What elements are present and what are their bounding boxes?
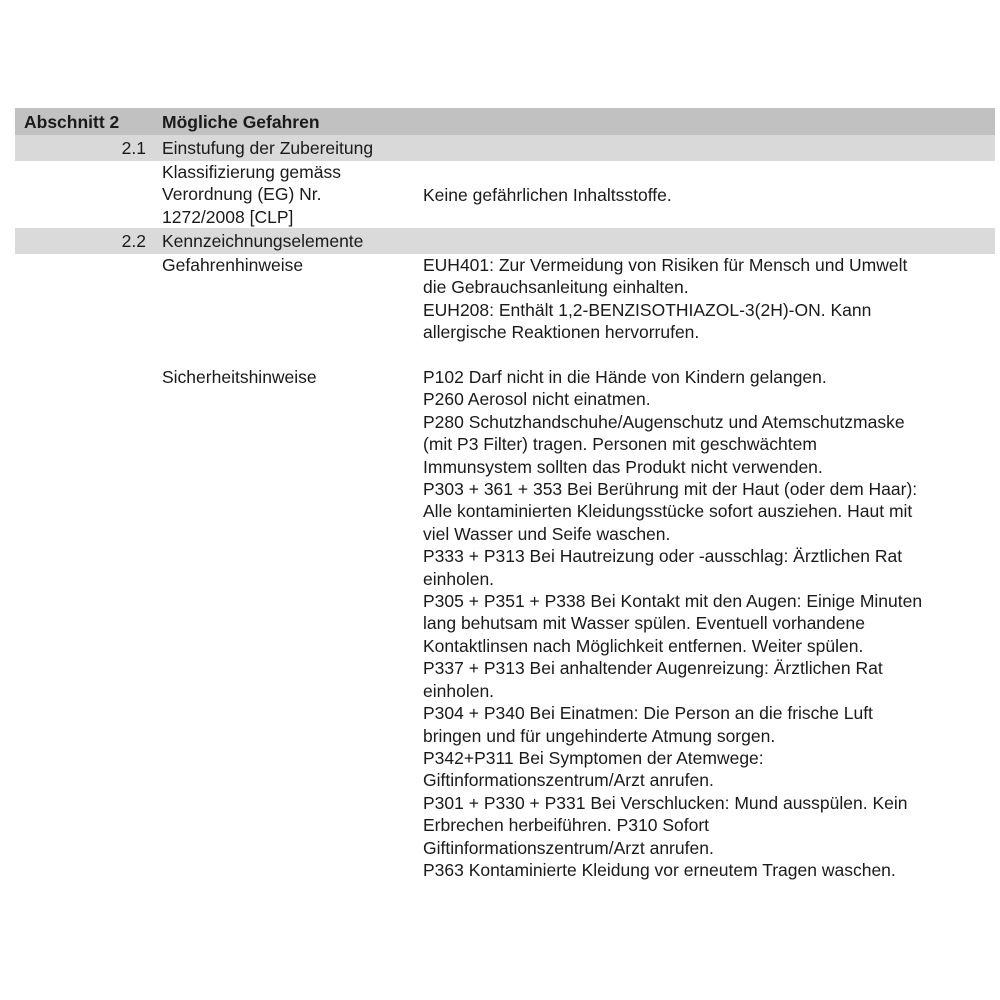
safety-line: Alle kontaminierten Kleidungsstücke sofort ausziehen. Haut mit <box>423 501 913 522</box>
safety-line: Erbrechen herbeiführen. P310 Sofort <box>423 815 710 836</box>
section-label: Abschnitt 2 <box>24 112 120 132</box>
subsection-2-2-number: 2.2 <box>121 231 146 251</box>
safety-line: Immunsystem sollten das Produkt nicht verwenden. <box>423 456 823 477</box>
precautionary-statements-label: Sicherheitshinweise <box>162 367 317 387</box>
safety-line: Kontaktlinsen nach Möglichkeit entfernen. Weiter spülen. <box>423 635 864 656</box>
hazard-line: die Gebrauchsanleitung einhalten. <box>423 277 689 298</box>
hazard-statements <box>423 254 907 344</box>
subsection-2-1-title: Einstufung der Zubereitung <box>162 138 374 158</box>
safety-line: P342+P311 Bei Symptomen der Atemwege: <box>423 747 764 768</box>
safety-line: (mit P3 Filter) tragen. Personen mit geschwächtem <box>423 434 817 455</box>
classification-label-line: 1272/2008 [CLP] <box>162 206 294 227</box>
hazard-line: EUH401: Zur Vermeidung von Risiken für Mensch und Umwelt <box>423 255 908 275</box>
classification-label-line: Verordnung (EG) Nr. <box>162 184 322 205</box>
safety-line: einholen. <box>423 680 495 701</box>
safety-line: P303 + 361 + 353 Bei Berührung mit der Haut (oder dem Haar): <box>423 479 918 500</box>
safety-line: P363 Kontaminierte Kleidung vor erneutem Tragen waschen. <box>423 859 896 880</box>
safety-line: P304 + P340 Bei Einatmen: Die Person an die frische Luft <box>423 703 873 724</box>
safety-line: einholen. <box>423 568 495 589</box>
subsection-2-1-number: 2.1 <box>121 138 146 158</box>
safety-line: P333 + P313 Bei Hautreizung oder -ausschlag: Ärztlichen Rat <box>423 546 903 567</box>
classification-label-line: Klassifizierung gemäss <box>162 162 341 182</box>
safety-line: P102 Darf nicht in die Hände von Kindern gelangen. <box>423 367 827 387</box>
hazard-statements-label: Gefahrenhinweise <box>162 255 304 275</box>
safety-line: P337 + P313 Bei anhaltender Augenreizung: Ärztlichen Rat <box>423 658 883 679</box>
safety-line: P280 Schutzhandschuhe/Augenschutz und Atemschutzmaske <box>423 411 905 432</box>
precautionary-statements <box>423 366 922 881</box>
hazard-line: allergische Reaktionen hervorrufen. <box>423 322 700 343</box>
safety-line: viel Wasser und Seife waschen. <box>423 523 671 544</box>
hazard-line: EUH208: Enthält 1,2-BENZISOTHIAZOL-3(2H)-ON. Kann <box>423 299 872 320</box>
safety-line: Giftinformationszentrum/Arzt anrufen. <box>423 837 714 858</box>
classification-value: Keine gefährlichen Inhaltsstoffe. <box>423 185 672 205</box>
safety-line: P260 Aerosol nicht einatmen. <box>423 389 651 410</box>
safety-line: Giftinformationszentrum/Arzt anrufen. <box>423 770 714 791</box>
safety-line: lang behutsam mit Wasser spülen. Eventuell vorhandene <box>423 613 865 634</box>
classification-label <box>162 161 341 228</box>
subsection-2-2-title: Kennzeichnungselemente <box>162 231 364 251</box>
safety-line: P301 + P330 + P331 Bei Verschlucken: Mund ausspülen. Kein <box>423 792 908 813</box>
safety-line: P305 + P351 + P338 Bei Kontakt mit den Augen: Einige Minuten <box>423 591 923 612</box>
section-title: Mögliche Gefahren <box>162 112 320 132</box>
safety-line: bringen und für ungehinderte Atmung sorgen. <box>423 725 776 746</box>
